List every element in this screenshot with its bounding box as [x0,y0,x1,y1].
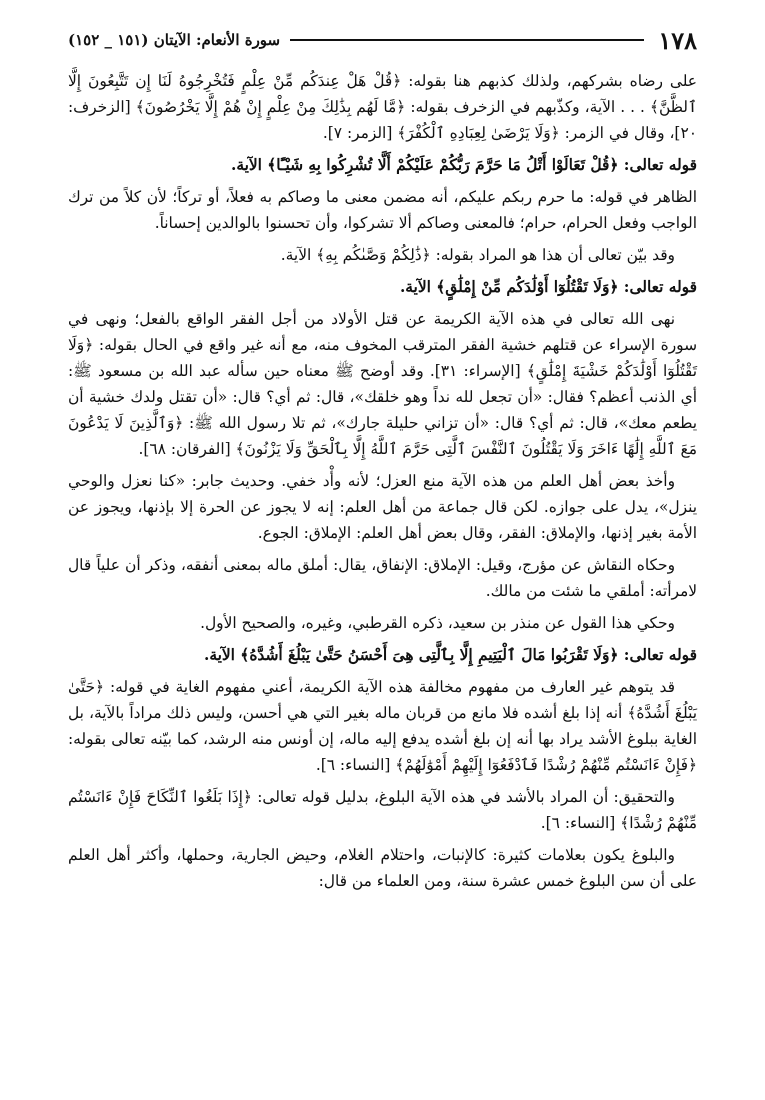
verse-heading: قوله تعالى: ﴿قُلْ تَعَالَوْا أَتْلُ مَا حَرَّمَ رَبُّكُمْ عَلَيْكُمْ أَلَّا تُشْرِكُوا بِهِ شَيْـًٔا﴾ الآية. [230,156,697,174]
header-rule [290,39,644,41]
paragraph: وحكي هذا القول عن منذر بن سعيد، ذكره القرطبي، وغيره، والصحيح الأول. [200,614,675,632]
paragraph: وحكاه النقاش عن مؤرج، وقيل: الإملاق: الإنفاق، يقال: أملق ماله بمعنى أنفقه، وذكر أن علياً قال لامرأته: أملقي ما شئت من مالك. [68,556,697,600]
page-body [68,68,697,894]
paragraph: والبلوغ يكون بعلامات كثيرة: كالإنبات، واحتلام الغلام، وحيض الجارية، وحملها، وأكثر أهل العلم على أن سن البلوغ خمس عشرة سنة، ومن العلماء من قال: [68,846,697,890]
page-number: ١٧٨ [658,25,697,55]
paragraph: قد يتوهم غير العارف من مفهوم مخالفة هذه الآية الكريمة، أعني مفهوم الغاية في قوله: ﴿حَتَّىٰ يَبْلُغَ أَشُدَّهُ﴾ أنه إذا بلغ أشده فلا مانع من قربان ماله بغير التي هي أحسن، وليس ذلك مراداً بالآية، بل الغاية ببلوغ الأشد يراد بها أنه إن بلغ أشده يدفع إليه ماله، إن أونس منه الرشد، كما بيّنه تعالى بقوله: ﴿فَإِنْ ءَانَسْتُم مِّنْهُمْ رُشْدًا فَٱدْفَعُوٓا إِلَيْهِمْ أَمْوَٰلَهُمْ﴾ [النساء: ٦]. [68,678,697,774]
verse-heading: قوله تعالى: ﴿وَلَا تَقْرَبُوا مَالَ ٱلْيَتِيمِ إِلَّا بِٱلَّتِى هِىَ أَحْسَنُ حَتَّىٰ يَبْلُغَ أَشُدَّهُ﴾ الآية. [204,646,697,664]
paragraph: والتحقيق: أن المراد بالأشد في هذه الآية البلوغ، بدليل قوله تعالى: ﴿إِذَا بَلَغُوا ٱلنِّكَاحَ فَإِنْ ءَانَسْتُم مِّنْهُمْ رُشْدًا﴾ [النساء: ٦]. [68,788,697,832]
paragraph: الظاهر في قوله: ما حرم ربكم عليكم، أنه مضمن معنى ما وصاكم به فعلاً، أو تركاً؛ لأن كلاً من ترك الواجب وفعل الحرام، حرام؛ فالمعنى وصاكم ألا تشركوا، وأن تحسنوا بالوالدين إحساناً. [68,188,697,232]
running-title: سورة الأنعام: الآيتان (١٥١ _ ١٥٢) [68,31,281,49]
paragraph: وأخذ بعض أهل العلم من هذه الآية منع العزل؛ لأنه وأْد خفي. وحديث جابر: «كنا نعزل والوحي ينزل»، يدل على جوازه. لكن قال جماعة من أهل العلم: إنه لا يجوز عن الحرة إلا بإذنها، ويجوز عن الأمة بغير إذنها، والإملاق: الفقر، وقال بعض أهل العلم: الإملاق: الجوع. [68,472,697,542]
paragraph: على رضاه بشركهم، ولذلك كذبهم هنا بقوله: ﴿قُلْ هَلْ عِندَكُم مِّنْ عِلْمٍ فَتُخْرِجُوهُ لَنَا إِن تَتَّبِعُونَ إِلَّا ٱلظَّنَّ﴾ . . . الآية، وكذّبهم في الزخرف بقوله: ﴿مَّا لَهُم بِذَٰلِكَ مِنْ عِلْمٍ إِنْ هُمْ إِلَّا يَخْرُصُونَ﴾ [الزخرف: ٢٠]، وقال في الزمر: ﴿وَلَا يَرْضَىٰ لِعِبَادِهِ ٱلْكُفْرَ﴾ [الزمر: ٧]. [68,72,697,142]
paragraph: نهى الله تعالى في هذه الآية الكريمة عن قتل الأولاد من أجل الفقر الواقع بالفعل؛ ونهى في سورة الإسراء عن قتلهم خشية الفقر المترقب المخوف منه، مع أنه غير واقع في الحال بقوله: ﴿وَلَا تَقْتُلُوٓا أَوْلَٰدَكُمْ خَشْيَةَ إِمْلَٰقٍ﴾ [الإسراء: ٣١]. وقد أوضح ﷺ معناه حين سأله عبد الله بن مسعود ﷺ: أي الذنب أعظم؟ فقال: «أن تجعل لله نداً وهو خلقك»، قال: ثم أي؟ قال: «أن تقتل ولدك خشية أن يطعم معك»، قال: ثم أي؟ قال: «أن تزاني حليلة جارك»، ثم تلا رسول الله ﷺ: ﴿وَٱلَّذِينَ لَا يَدْعُونَ مَعَ ٱللَّهِ إِلَٰهًا ءَاخَرَ وَلَا يَقْتُلُونَ ٱلنَّفْسَ ٱلَّتِى حَرَّمَ ٱللَّهُ إِلَّا بِٱلْحَقِّ وَلَا يَزْنُونَ﴾ [الفرقان: ٦٨]. [68,310,698,458]
paragraph: وقد بيّن تعالى أن هذا هو المراد بقوله: ﴿ذَٰلِكُمْ وَصَّىٰكُم بِهِ﴾ الآية. [280,246,675,264]
page-header [68,22,697,58]
verse-heading: قوله تعالى: ﴿وَلَا تَقْتُلُوٓا أَوْلَٰدَكُم مِّنْ إِمْلَٰقٍ﴾ الآية. [399,278,697,296]
